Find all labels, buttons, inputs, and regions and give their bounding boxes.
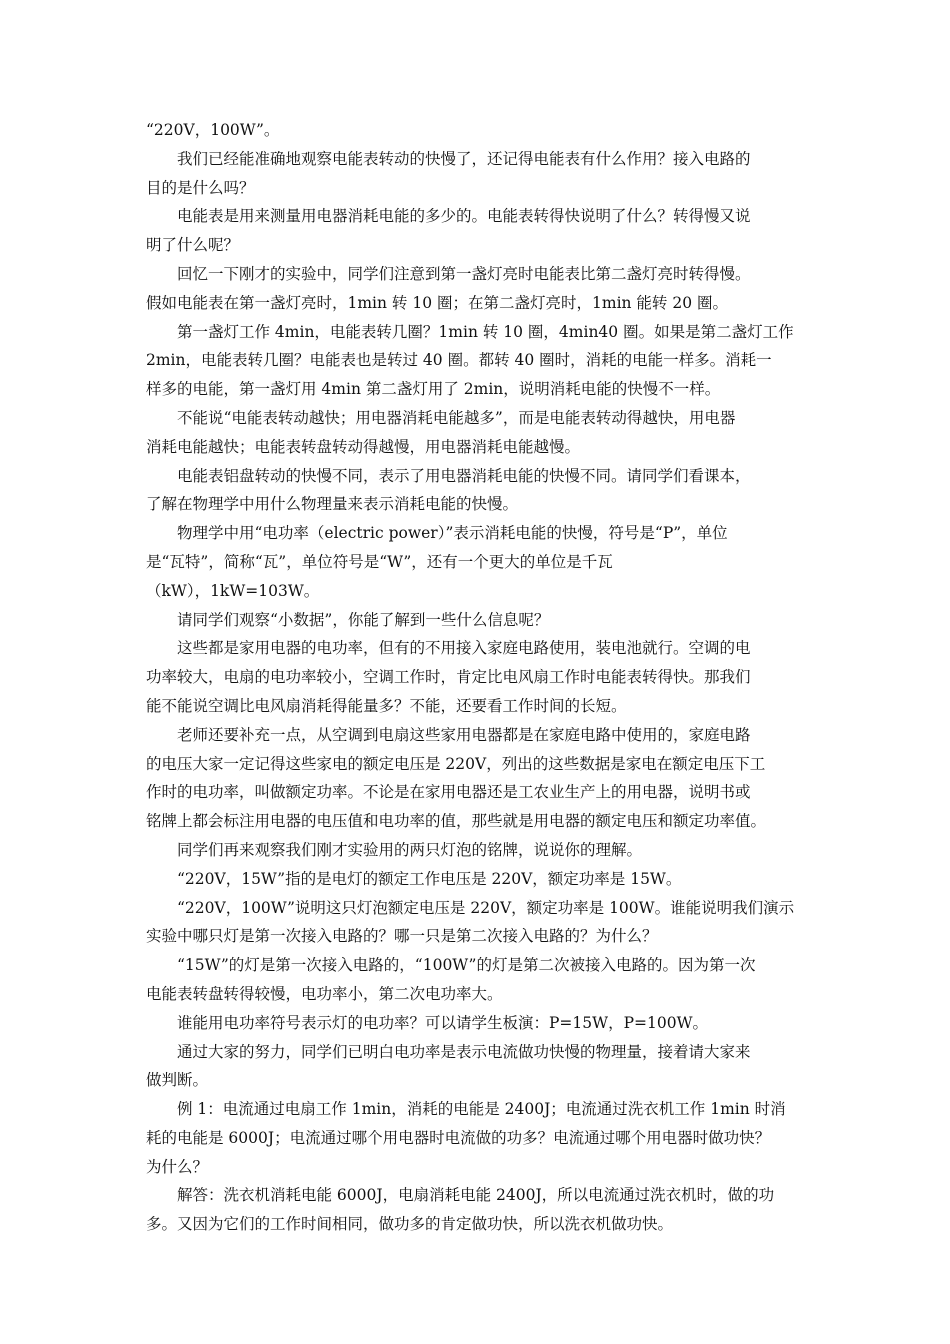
- text-line: 作时的电功率，叫做额定功率。不论是在家用电器还是工农业生产上的用电器，说明书或: [146, 783, 751, 802]
- text-line: 同学们再来观察我们刚才实验用的两只灯泡的铭牌，说说你的理解。: [177, 840, 643, 859]
- text-line: 谁能用电功率符号表示灯的电功率？可以请学生板演：P=15W，P=100W。: [177, 1013, 709, 1032]
- text-line: 2min，电能表转几圈？电能表也是转过 40 圈。都转 40 圈时，消耗的电能一样多。消耗一: [146, 351, 772, 370]
- text-line: 消耗电能越快；电能表转盘转动得越慢，用电器消耗电能越慢。: [146, 437, 581, 456]
- text-line: 做判断。: [146, 1071, 209, 1090]
- document-body: [146, 116, 810, 1239]
- text-line: 目的是什么吗？: [146, 178, 255, 197]
- text-line: 老师还要补充一点，从空调到电扇这些家用电器都是在家庭电路中使用的，家庭电路: [177, 725, 751, 744]
- text-line: 通过大家的努力，同学们已明白电功率是表示电流做功快慢的物理量，接着请大家来: [177, 1042, 751, 1061]
- text-line: 耗的电能是 6000J；电流通过哪个用电器时电流做的功多？电流通过哪个用电器时做功快？: [146, 1128, 771, 1147]
- text-line: 样多的电能，第一盏灯用 4min 第二盏灯用了 2min，说明消耗电能的快慢不一样。: [146, 380, 721, 399]
- text-line: 多。又因为它们的工作时间相同，做功多的肯定做功快，所以洗衣机做功快。: [146, 1215, 674, 1234]
- text-line: 不能说“电能表转动越快；用电器消耗电能越多”，而是电能表转动得越快，用电器: [177, 408, 736, 427]
- text-line: 电能表是用来测量用电器消耗电能的多少的。电能表转得快说明了什么？转得慢又说: [177, 207, 751, 226]
- text-line: 我们已经能准确地观察电能表转动的快慢了，还记得电能表有什么作用？接入电路的: [177, 149, 751, 168]
- text-line: 例 1：电流通过电扇工作 1min，消耗的电能是 2400J；电流通过洗衣机工作 1min 时消: [177, 1100, 786, 1119]
- text-line: 能不能说空调比电风扇消耗得能量多？不能，还要看工作时间的长短。: [146, 696, 627, 715]
- text-line: 功率较大，电扇的电功率较小，空调工作时，肯定比电风扇工作时电能表转得快。那我们: [146, 668, 751, 687]
- text-line: “15W”的灯是第一次接入电路的，“100W”的灯是第二次被接入电路的。因为第一次: [177, 956, 756, 975]
- text-line: 铭牌上都会标注用电器的电压值和电功率的值，那些就是用电器的额定电压和额定功率值。: [146, 812, 767, 831]
- text-line: 假如电能表在第一盏灯亮时，1min 转 10 圈；在第二盏灯亮时，1min 能转 20 圈。: [146, 293, 729, 312]
- text-line: 这些都是家用电器的电功率，但有的不用接入家庭电路使用，装电池就行。空调的电: [177, 639, 751, 658]
- text-line: 的电压大家一定记得这些家电的额定电压是 220V，列出的这些数据是家电在额定电压下工: [146, 754, 766, 773]
- text-line: 明了什么呢？: [146, 236, 240, 255]
- text-line: 解答：洗衣机消耗电能 6000J，电扇消耗电能 2400J，所以电流通过洗衣机时，做的功: [177, 1186, 775, 1205]
- text-line: 请同学们观察“小数据”，你能了解到一些什么信息呢？: [177, 610, 550, 629]
- text-line: 物理学中用“电功率（electric power）”表示消耗电能的快慢，符号是“P”，单位: [177, 524, 728, 543]
- text-line: 回忆一下刚才的实验中，同学们注意到第一盏灯亮时电能表比第二盏灯亮时转得慢。: [177, 264, 751, 283]
- text-line: 为什么？: [146, 1157, 209, 1176]
- text-line: （kW），1kW=103W。: [146, 581, 320, 600]
- text-line: “220V，15W”指的是电灯的额定工作电压是 220V，额定功率是 15W。: [177, 869, 682, 888]
- text-line: 了解在物理学中用什么物理量来表示消耗电能的快慢。: [146, 495, 519, 514]
- text-line: 电能表铝盘转动的快慢不同，表示了用电器消耗电能的快慢不同。请同学们看课本，: [177, 466, 751, 485]
- text-line: 是“瓦特”，简称“瓦”，单位符号是“W”，还有一个更大的单位是千瓦: [146, 552, 613, 571]
- text-line: 电能表转盘转得较慢，电功率小，第二次电功率大。: [146, 984, 503, 1003]
- text-line: “220V，100W”。: [146, 121, 280, 139]
- text-line: 实验中哪只灯是第一次接入电路的？哪一只是第二次接入电路的？为什么？: [146, 927, 658, 946]
- text-line: 第一盏灯工作 4min，电能表转几圈？1min 转 10 圈，4min40 圈。如果是第二盏灯工作: [177, 322, 794, 341]
- text-line: “220V，100W”说明这只灯泡额定电压是 220V，额定功率是 100W。谁能说明我们演示: [177, 898, 795, 917]
